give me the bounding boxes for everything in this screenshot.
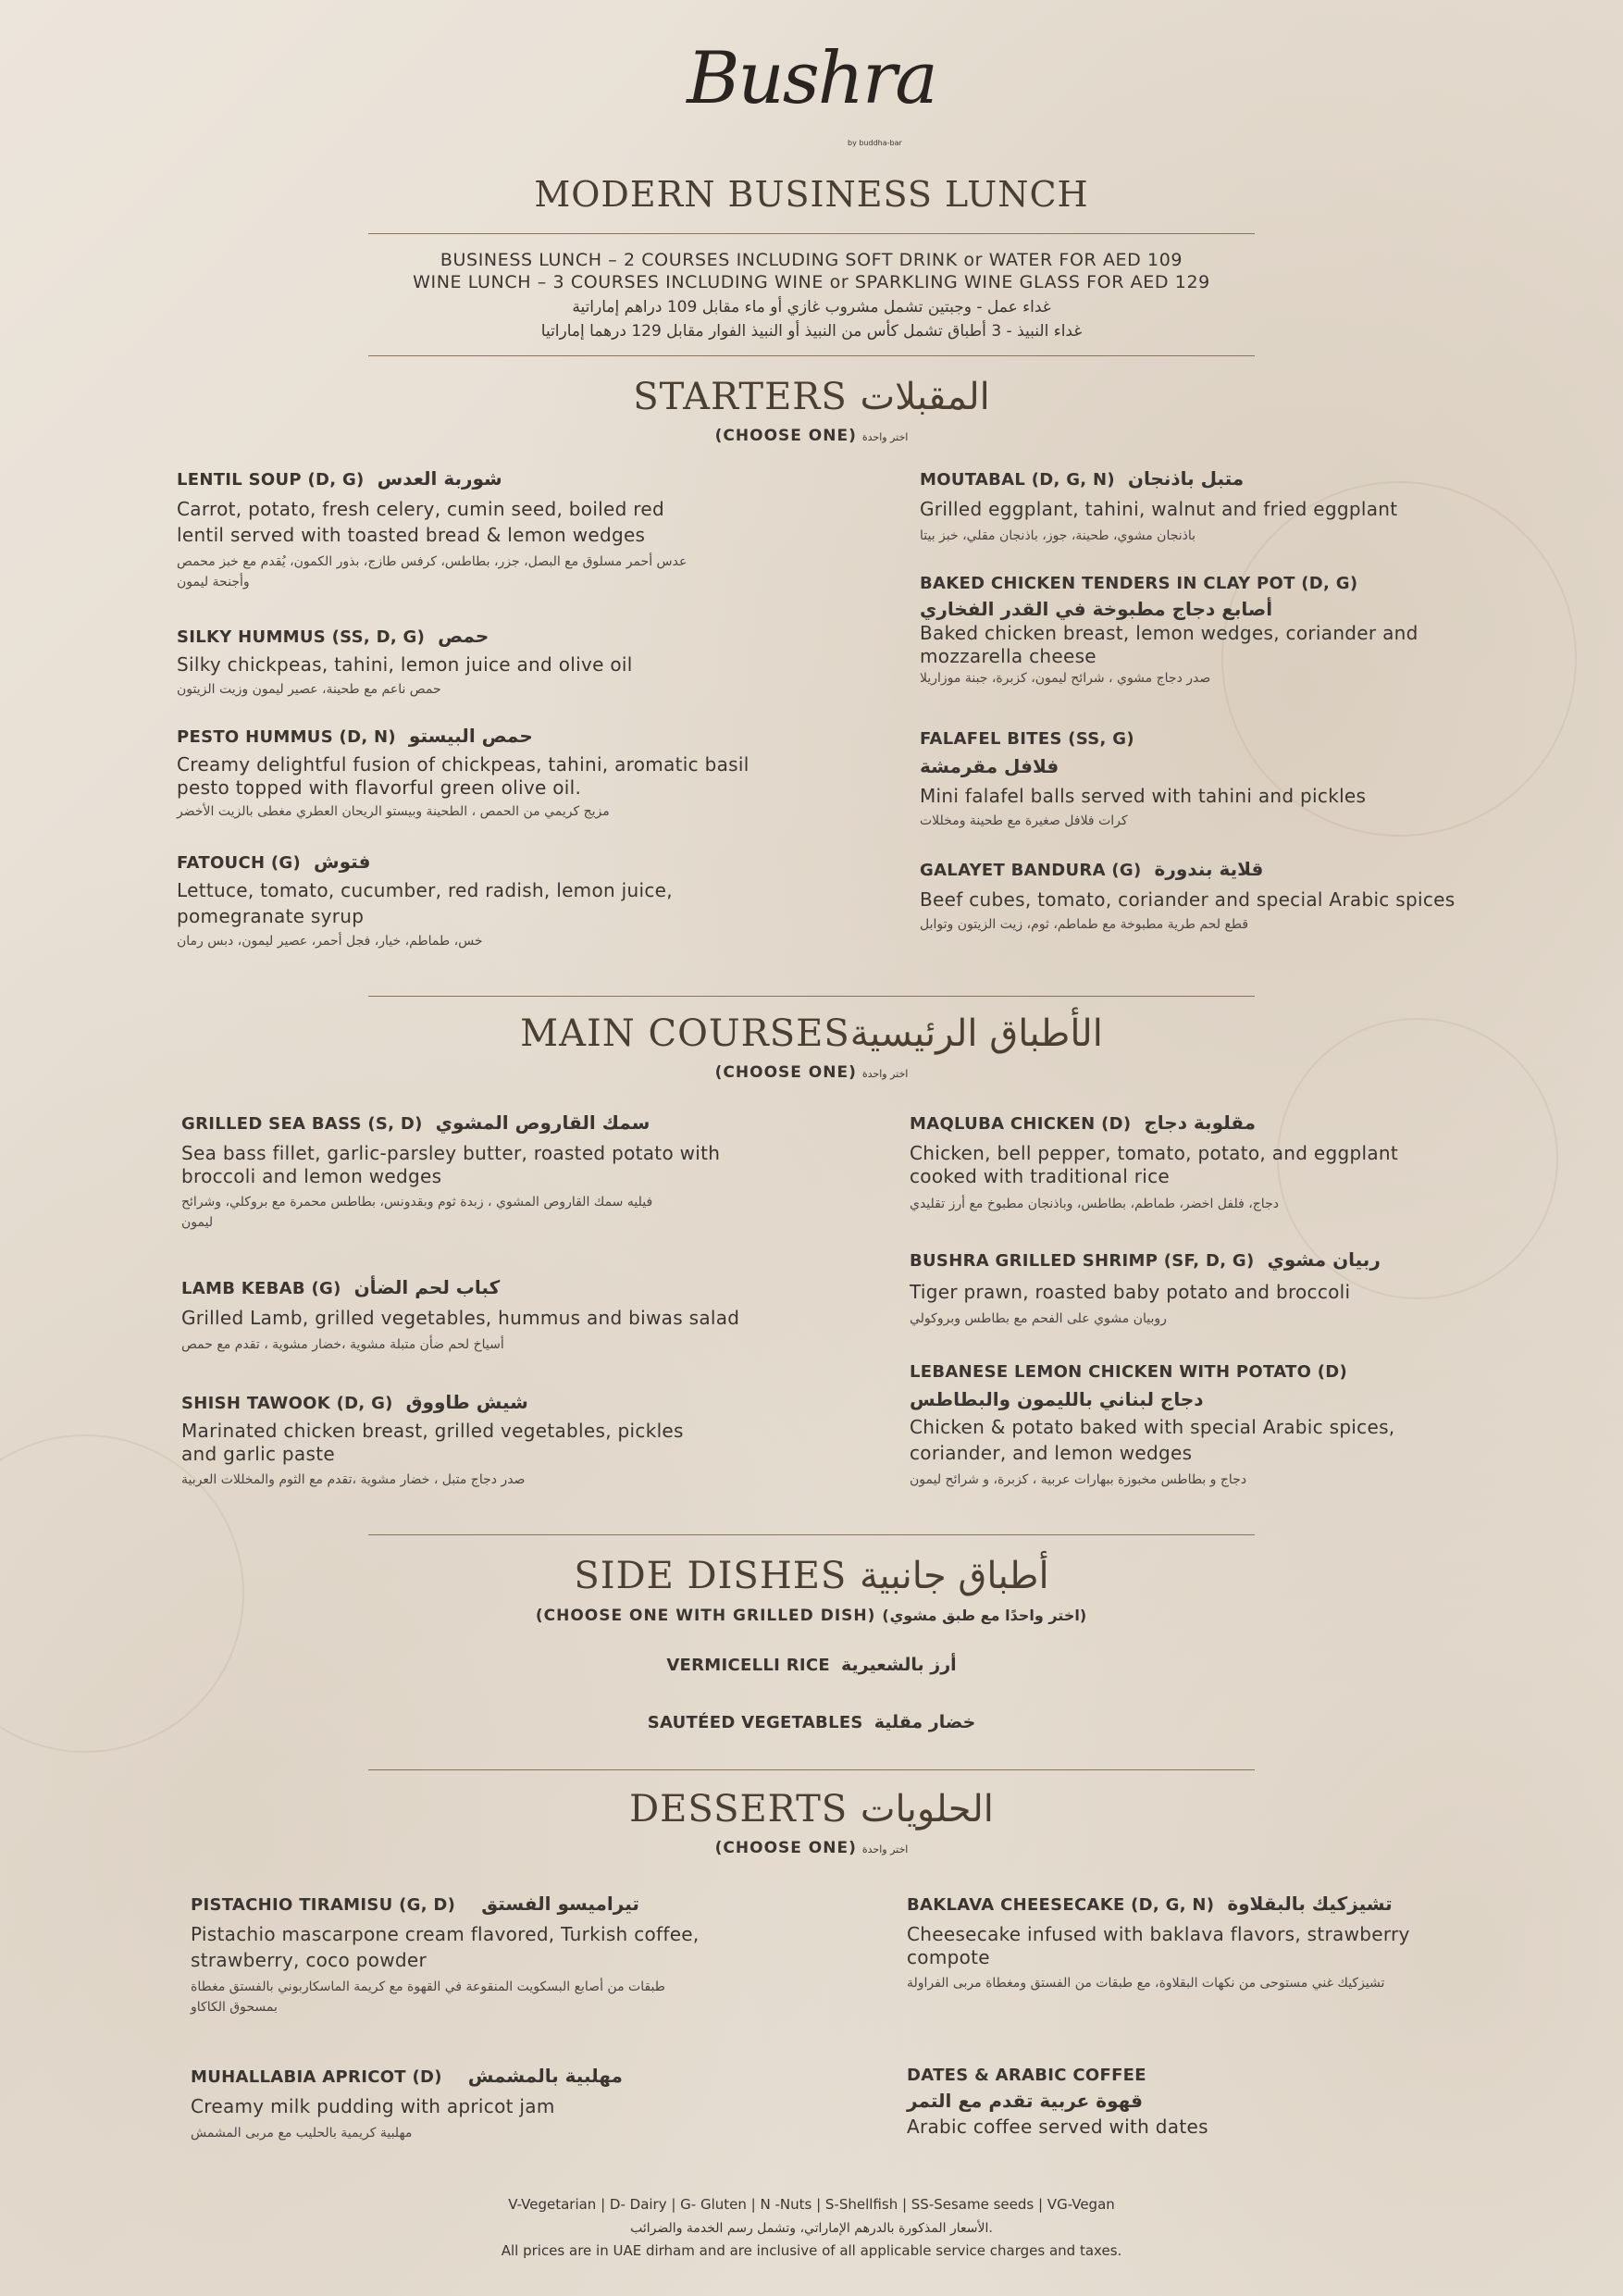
menu-item: GRILLED SEA BASS (S, D) سمك القاروص المشوي Sea bass fillet, garlic-parsley butter, roasted potato with broccoli and lemon wedges فيليه سمك القاروص المشوي ، زبدة ثوم وبقدونس، بطاطس محمرة مع بروكلي، وشرائح ليمون <box>181 1111 721 1230</box>
menu-item: SILKY HUMMUS (SS, D, G) حمص Silky chickpeas, tahini, lemon juice and olive oil حمص ناعم مع طحينة، عصير ليمون وزيت الزيتون <box>177 625 633 697</box>
section-title-starters: STARTERS المقبلات <box>633 376 990 418</box>
menu-item: DATES & ARABIC COFFEE قهوة عربية تقدم مع التمر Arabic coffee served with dates <box>907 2066 1208 2138</box>
brand-logo: Bushra <box>687 37 936 120</box>
menu-item: MAQLUBA CHICKEN (D) مقلوبة دجاج Chicken, bell pepper, tomato, potato, and eggplant cooked with traditional rice دجاج، فلفل اخضر، طماطم، بطاطس، وباذنجان مطبوخ مع أرز تقليدي <box>910 1111 1398 1211</box>
menu-item: PESTO HUMMUS (D, N) حمص البيستو Creamy delightful fusion of chickpeas, tahini, aromatic basil pesto topped with flavorful green olive oil. مزيج كريمي من الحمص ، الطحينة وبيستو الريحان العطري مغطى بالزيت الأخضر <box>177 725 750 819</box>
divider <box>368 355 1255 356</box>
intro-line: WINE LUNCH – 3 COURSES INCLUDING WINE or SPARKLING WINE GLASS FOR AED 129 <box>413 272 1210 292</box>
menu-item: LAMB KEBAB (G) كباب لحم الضأن Grilled Lamb, grilled vegetables, hummus and biwas salad أسياخ لحم ضأن متبلة مشوية ،خضار مشوية ، تقدم مع حمص <box>181 1276 740 1352</box>
divider <box>368 233 1255 234</box>
section-subtitle: (CHOOSE ONE WITH GRILLED DISH) (اختر واحدًا مع طبق مشوي) <box>535 1607 1088 1625</box>
allergen-legend: V-Vegetarian | D- Dairy | G- Gluten | N -Nuts | S-Shellfish | SS-Sesame seeds | VG-Vegan <box>508 2196 1115 2213</box>
section-subtitle: (CHOOSE ONE) اختر واحدة <box>714 427 909 445</box>
menu-item: LENTIL SOUP (D, G) شوربة العدس Carrot, potato, fresh celery, cumin seed, boiled red lentil served with toasted bread & lemon wedges عدس أحمر مسلوق مع البصل، جزر، بطاطس، كرفس طازج، بذور الكمون، يُقدم مع خبز محمص وأجنحة ليمون <box>177 467 688 590</box>
side-item: SAUTÉED VEGETABLES خضار مقلية <box>647 1712 976 1732</box>
divider <box>368 996 1255 997</box>
menu-item: BAKLAVA CHEESECAKE (D, G, N) تشيزكيك بالبقلاوة Cheesecake infused with baklava flavors, strawberry compote تشيزكيك غني مستوحى من نكهات البقلاوة، مع طبقات من الفستق ومغطاة مربى الفراولة <box>907 1893 1410 1991</box>
menu-item: LEBANESE LEMON CHICKEN WITH POTATO (D) دجاج لبناني بالليمون والبطاطس Chicken & potato baked with special Arabic spices, coriander, and lemon wedges دجاج و بطاطس مخبوزة ببهارات عربية ، كزبرة، و شرائح ليمون <box>910 1362 1395 1487</box>
menu-item: SHISH TAWOOK (D, G) شيش طاووق Marinated chicken breast, grilled vegetables, pickles and garlic paste صدر دجاج متبل ، خضار مشوية ،تقدم مع الثوم والمخللات العربية <box>181 1391 684 1487</box>
menu-item: PISTACHIO TIRAMISU (G, D) تيراميسو الفستق Pistachio mascarpone cream flavored, Turkish coffee, strawberry, coco powder طبقات من أصابع البسكويت المنقوعة في القهوة مع كريمة الماسكاربوني بالفستق مغطاة بمسحوق الكاكاو <box>191 1893 700 2015</box>
footer-note: All prices are in UAE dirham and are inclusive of all applicable service charges and taxes. <box>501 2242 1122 2259</box>
footer-note-ar: الأسعار المذكورة بالدرهم الإماراتي، وتشمل رسم الخدمة والضرائب. <box>630 2221 993 2236</box>
menu-item: FATOUCH (G) فتوش Lettuce, tomato, cucumber, red radish, lemon juice, pomegranate syrup خس، طماطم، خيار، فجل أحمر، عصير ليمون، دبس رمان <box>177 850 673 949</box>
section-title-mains: MAIN COURSESالأطباق الرئيسية <box>520 1012 1103 1055</box>
section-title-sides: SIDE DISHES أطباق جانبية <box>574 1555 1049 1597</box>
menu-item: GALAYET BANDURA (G) قلاية بندورة Beef cubes, tomato, coriander and special Arabic spices قطع لحم طرية مطبوخة مع طماطم، ثوم، زيت الزيتون وتوابل <box>920 858 1456 932</box>
page-title: MODERN BUSINESS LUNCH <box>534 174 1089 215</box>
divider <box>368 1534 1255 1535</box>
divider <box>368 1769 1255 1770</box>
menu-item: BAKED CHICKEN TENDERS IN CLAY POT (D, G) أصابع دجاج مطبوخة في القدر الفخاري Baked chicken breast, lemon wedges, coriander and mozzarella cheese صدر دجاج مشوي ، شرائح ليمون، كزبرة، جبنة موزاريلا <box>920 574 1419 686</box>
brand-sub: by buddha-bar <box>848 139 902 147</box>
section-subtitle: (CHOOSE ONE) اختر واحدة <box>714 1839 909 1857</box>
intro-line-ar: غداء النبيذ - 3 أطباق تشمل كأس من النبيذ أو النبيذ الفوار مقابل 129 درهما إماراتيا <box>540 322 1083 341</box>
section-title-desserts: DESSERTS الحلويات <box>629 1788 994 1831</box>
section-subtitle: (CHOOSE ONE) اختر واحدة <box>714 1063 909 1082</box>
side-item: VERMICELLI RICE أرز بالشعيرية <box>666 1655 957 1675</box>
intro-line: BUSINESS LUNCH – 2 COURSES INCLUDING SOFT DRINK or WATER FOR AED 109 <box>440 250 1183 270</box>
intro-line-ar: غداء عمل - وجبتين تشمل مشروب غازي أو ماء مقابل 109 دراهم إماراتية <box>572 298 1051 316</box>
menu-item: FALAFEL BITES (SS, G) فلافل مقرمشة Mini falafel balls served with tahini and pickles كرات فلافل صغيرة مع طحينة ومخللات <box>920 729 1367 828</box>
menu-item: BUSHRA GRILLED SHRIMP (SF, D, G) ربيان مشوي Tiger prawn, roasted baby potato and broccoli روبيان مشوي على الفحم مع بطاطس وبروكولي <box>910 1248 1381 1326</box>
menu-item: MUHALLABIA APRICOT (D) مهلبية بالمشمش Creamy milk pudding with apricot jam مهلبية كريمية بالحليب مع مربى المشمش <box>191 2065 623 2141</box>
menu-item: MOUTABAL (D, G, N) متبل باذنجان Grilled eggplant, tahini, walnut and fried eggplant باذنجان مشوي، طحينة، جوز، باذنجان مقلي، خبز بيتا <box>920 467 1398 543</box>
